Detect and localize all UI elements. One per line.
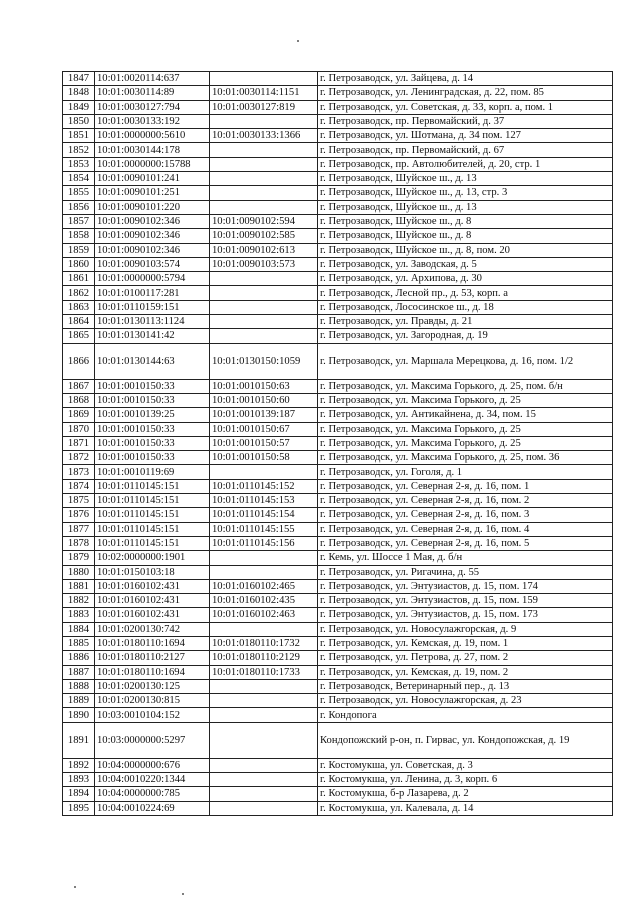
cadastral-number-cell: 10:01:0090101:220 <box>95 200 210 214</box>
address-cell: г. Кемь, ул. Шоссе 1 Мая, д. б/н <box>318 551 613 565</box>
table-row <box>63 579 613 593</box>
related-cadastral-number-cell: 10:01:0010150:60 <box>210 393 318 407</box>
related-cadastral-number-cell <box>210 315 318 329</box>
address-cell: г. Петрозаводск, ул. Петрова, д. 27, пом. 2 <box>318 651 613 665</box>
table-row <box>63 551 613 565</box>
cadastral-number-cell: 10:01:0030144:178 <box>95 143 210 157</box>
row-number-cell: 1854 <box>63 172 95 186</box>
row-number-cell: 1852 <box>63 143 95 157</box>
table-row <box>63 329 613 343</box>
table-row <box>63 565 613 579</box>
table-row <box>63 451 613 465</box>
table-row <box>63 679 613 693</box>
row-number-cell: 1871 <box>63 436 95 450</box>
table-row <box>63 694 613 708</box>
address-cell: г. Петрозаводск, ул. Северная 2-я, д. 16, пом. 3 <box>318 508 613 522</box>
row-number-cell: 1895 <box>63 801 95 815</box>
related-cadastral-number-cell: 10:01:0010150:57 <box>210 436 318 450</box>
row-number-cell: 1882 <box>63 594 95 608</box>
cadastral-number-cell: 10:01:0030133:192 <box>95 114 210 128</box>
related-cadastral-number-cell: 10:01:0110145:156 <box>210 536 318 550</box>
address-cell: г. Петрозаводск, ул. Маршала Мерецкова, д. 16, пом. 1/2 <box>318 343 613 379</box>
table-row <box>63 787 613 801</box>
address-cell: г. Петрозаводск, ул. Максима Горького, д. 25 <box>318 393 613 407</box>
address-cell: г. Петрозаводск, ул. Северная 2-я, д. 16, пом. 4 <box>318 522 613 536</box>
related-cadastral-number-cell: 10:01:0160102:435 <box>210 594 318 608</box>
cadastral-number-cell: 10:03:0010104:152 <box>95 708 210 722</box>
cadastral-number-cell: 10:01:0000000:5610 <box>95 129 210 143</box>
related-cadastral-number-cell <box>210 679 318 693</box>
row-number-cell: 1849 <box>63 100 95 114</box>
address-cell: г. Кондопога <box>318 708 613 722</box>
related-cadastral-number-cell <box>210 694 318 708</box>
address-cell: г. Петрозаводск, ул. Новосулажгорская, д. 23 <box>318 694 613 708</box>
row-number-cell: 1885 <box>63 636 95 650</box>
cadastral-number-cell: 10:01:0110145:151 <box>95 494 210 508</box>
cadastral-number-cell: 10:04:0000000:676 <box>95 758 210 772</box>
cadastral-number-cell: 10:01:0160102:431 <box>95 579 210 593</box>
row-number-cell: 1858 <box>63 229 95 243</box>
table-row <box>63 129 613 143</box>
row-number-cell: 1883 <box>63 608 95 622</box>
row-number-cell: 1867 <box>63 379 95 393</box>
cadastral-table <box>62 71 613 816</box>
cadastral-number-cell: 10:01:0030127:794 <box>95 100 210 114</box>
address-cell: г. Петрозаводск, ул. Архипова, д. 30 <box>318 272 613 286</box>
table-row <box>63 651 613 665</box>
related-cadastral-number-cell: 10:01:0110145:152 <box>210 479 318 493</box>
row-number-cell: 1886 <box>63 651 95 665</box>
address-cell: г. Петрозаводск, Лесной пр., д. 53, корп. а <box>318 286 613 300</box>
address-cell: г. Петрозаводск, ул. Гоголя, д. 1 <box>318 465 613 479</box>
related-cadastral-number-cell: 10:01:0130150:1059 <box>210 343 318 379</box>
cadastral-number-cell: 10:01:0130113:1124 <box>95 315 210 329</box>
related-cadastral-number-cell <box>210 157 318 171</box>
address-cell: Кондопожский р-он, п. Гирвас, ул. Кондопожская, д. 19 <box>318 722 613 758</box>
related-cadastral-number-cell <box>210 801 318 815</box>
address-cell: г. Петрозаводск, ул. Энтузиастов, д. 15, пом. 173 <box>318 608 613 622</box>
related-cadastral-number-cell <box>210 300 318 314</box>
row-number-cell: 1879 <box>63 551 95 565</box>
related-cadastral-number-cell: 10:01:0090102:613 <box>210 243 318 257</box>
cadastral-number-cell: 10:01:0010150:33 <box>95 379 210 393</box>
row-number-cell: 1880 <box>63 565 95 579</box>
table-row <box>63 494 613 508</box>
cadastral-number-cell: 10:01:0020114:637 <box>95 72 210 86</box>
related-cadastral-number-cell <box>210 565 318 579</box>
table-row <box>63 636 613 650</box>
address-cell: г. Петрозаводск, пр. Первомайский, д. 67 <box>318 143 613 157</box>
table-row <box>63 172 613 186</box>
related-cadastral-number-cell <box>210 272 318 286</box>
table-row <box>63 214 613 228</box>
related-cadastral-number-cell: 10:01:0090102:594 <box>210 214 318 228</box>
related-cadastral-number-cell: 10:01:0090103:573 <box>210 257 318 271</box>
table-row <box>63 72 613 86</box>
address-cell: г. Петрозаводск, пр. Первомайский, д. 37 <box>318 114 613 128</box>
row-number-cell: 1881 <box>63 579 95 593</box>
address-cell: г. Петрозаводск, Шуйское ш., д. 8, пом. 20 <box>318 243 613 257</box>
cadastral-number-cell: 10:01:0010150:33 <box>95 436 210 450</box>
cadastral-number-cell: 10:04:0010224:69 <box>95 801 210 815</box>
related-cadastral-number-cell: 10:01:0180110:2129 <box>210 651 318 665</box>
related-cadastral-number-cell: 10:01:0110145:153 <box>210 494 318 508</box>
table-row <box>63 286 613 300</box>
table-row <box>63 143 613 157</box>
table-row <box>63 272 613 286</box>
address-cell: г. Петрозаводск, Шуйское ш., д. 8 <box>318 214 613 228</box>
related-cadastral-number-cell <box>210 200 318 214</box>
address-cell: г. Костомукша, ул. Советская, д. 3 <box>318 758 613 772</box>
address-cell: г. Петрозаводск, ул. Ригачина, д. 55 <box>318 565 613 579</box>
table-row <box>63 229 613 243</box>
address-cell: г. Петрозаводск, ул. Северная 2-я, д. 16, пом. 2 <box>318 494 613 508</box>
address-cell: г. Петрозаводск, ул. Кемская, д. 19, пом. 1 <box>318 636 613 650</box>
cadastral-number-cell: 10:01:0200130:125 <box>95 679 210 693</box>
table-row <box>63 186 613 200</box>
cadastral-number-cell: 10:01:0010150:33 <box>95 451 210 465</box>
row-number-cell: 1875 <box>63 494 95 508</box>
table-body <box>63 72 613 816</box>
related-cadastral-number-cell: 10:01:0180110:1733 <box>210 665 318 679</box>
address-cell: г. Петрозаводск, ул. Шотмана, д. 34 пом. 127 <box>318 129 613 143</box>
cadastral-number-cell: 10:04:0010220:1344 <box>95 773 210 787</box>
cadastral-number-cell: 10:01:0090101:251 <box>95 186 210 200</box>
related-cadastral-number-cell: 10:01:0090102:585 <box>210 229 318 243</box>
cadastral-number-cell: 10:01:0110145:151 <box>95 536 210 550</box>
table-row <box>63 801 613 815</box>
cadastral-number-cell: 10:01:0130144:63 <box>95 343 210 379</box>
address-cell: г. Петрозаводск, ул. Северная 2-я, д. 16, пом. 1 <box>318 479 613 493</box>
row-number-cell: 1859 <box>63 243 95 257</box>
address-cell: г. Петрозаводск, ул. Энтузиастов, д. 15, пом. 174 <box>318 579 613 593</box>
related-cadastral-number-cell <box>210 465 318 479</box>
cadastral-number-cell: 10:01:0180110:2127 <box>95 651 210 665</box>
cadastral-number-cell: 10:01:0180110:1694 <box>95 636 210 650</box>
table-row <box>63 708 613 722</box>
address-cell: г. Петрозаводск, ул. Правды, д. 21 <box>318 315 613 329</box>
table-row <box>63 408 613 422</box>
table-row <box>63 300 613 314</box>
related-cadastral-number-cell: 10:01:0030114:1151 <box>210 86 318 100</box>
row-number-cell: 1890 <box>63 708 95 722</box>
cadastral-number-cell: 10:01:0090101:241 <box>95 172 210 186</box>
table-row <box>63 536 613 550</box>
related-cadastral-number-cell: 10:01:0030127:819 <box>210 100 318 114</box>
address-cell: г. Петрозаводск, ул. Советская, д. 33, корп. а, пом. 1 <box>318 100 613 114</box>
row-number-cell: 1878 <box>63 536 95 550</box>
row-number-cell: 1889 <box>63 694 95 708</box>
related-cadastral-number-cell <box>210 622 318 636</box>
table-row <box>63 522 613 536</box>
cadastral-number-cell: 10:01:0030114:89 <box>95 86 210 100</box>
table-row <box>63 243 613 257</box>
row-number-cell: 1857 <box>63 214 95 228</box>
scan-speck <box>182 893 184 895</box>
related-cadastral-number-cell: 10:01:0160102:463 <box>210 608 318 622</box>
row-number-cell: 1860 <box>63 257 95 271</box>
row-number-cell: 1865 <box>63 329 95 343</box>
cadastral-number-cell: 10:01:0090103:574 <box>95 257 210 271</box>
row-number-cell: 1855 <box>63 186 95 200</box>
table-row <box>63 758 613 772</box>
related-cadastral-number-cell: 10:01:0010150:63 <box>210 379 318 393</box>
row-number-cell: 1851 <box>63 129 95 143</box>
cadastral-number-cell: 10:01:0110145:151 <box>95 479 210 493</box>
related-cadastral-number-cell <box>210 773 318 787</box>
address-cell: г. Петрозаводск, ул. Новосулажгорская, д. 9 <box>318 622 613 636</box>
address-cell: г. Петрозаводск, ул. Загородная, д. 19 <box>318 329 613 343</box>
row-number-cell: 1892 <box>63 758 95 772</box>
row-number-cell: 1862 <box>63 286 95 300</box>
table-row <box>63 114 613 128</box>
cadastral-number-cell: 10:01:0010150:33 <box>95 393 210 407</box>
address-cell: г. Петрозаводск, ул. Максима Горького, д. 25, пом. 36 <box>318 451 613 465</box>
table-row <box>63 665 613 679</box>
address-cell: г. Костомукша, ул. Калевала, д. 14 <box>318 801 613 815</box>
address-cell: г. Петрозаводск, ул. Кемская, д. 19, пом. 2 <box>318 665 613 679</box>
address-cell: г. Петрозаводск, ул. Ленинградская, д. 22, пом. 85 <box>318 86 613 100</box>
cadastral-number-cell: 10:03:0000000:5297 <box>95 722 210 758</box>
related-cadastral-number-cell: 10:01:0030133:1366 <box>210 129 318 143</box>
row-number-cell: 1870 <box>63 422 95 436</box>
cadastral-number-cell: 10:01:0000000:5794 <box>95 272 210 286</box>
table-row <box>63 393 613 407</box>
cadastral-number-cell: 10:01:0010150:33 <box>95 422 210 436</box>
cadastral-number-cell: 10:01:0000000:15788 <box>95 157 210 171</box>
cadastral-number-cell: 10:04:0000000:785 <box>95 787 210 801</box>
row-number-cell: 1876 <box>63 508 95 522</box>
cadastral-number-cell: 10:01:0180110:1694 <box>95 665 210 679</box>
related-cadastral-number-cell <box>210 758 318 772</box>
cadastral-number-cell: 10:01:0150103:18 <box>95 565 210 579</box>
related-cadastral-number-cell: 10:01:0110145:154 <box>210 508 318 522</box>
related-cadastral-number-cell <box>210 551 318 565</box>
cadastral-number-cell: 10:01:0090102:346 <box>95 243 210 257</box>
row-number-cell: 1891 <box>63 722 95 758</box>
cadastral-number-cell: 10:01:0130141:42 <box>95 329 210 343</box>
address-cell: г. Петрозаводск, ул. Антикайнена, д. 34, пом. 15 <box>318 408 613 422</box>
address-cell: г. Петрозаводск, пр. Автолюбителей, д. 20, стр. 1 <box>318 157 613 171</box>
related-cadastral-number-cell <box>210 708 318 722</box>
address-cell: г. Петрозаводск, ул. Северная 2-я, д. 16, пом. 5 <box>318 536 613 550</box>
cadastral-number-cell: 10:01:0200130:742 <box>95 622 210 636</box>
row-number-cell: 1864 <box>63 315 95 329</box>
row-number-cell: 1856 <box>63 200 95 214</box>
related-cadastral-number-cell: 10:01:0110145:155 <box>210 522 318 536</box>
cadastral-number-cell: 10:02:0000000:1901 <box>95 551 210 565</box>
table-row <box>63 315 613 329</box>
address-cell: г. Петрозаводск, ул. Энтузиастов, д. 15, пом. 159 <box>318 594 613 608</box>
row-number-cell: 1894 <box>63 787 95 801</box>
cadastral-number-cell: 10:01:0010119:69 <box>95 465 210 479</box>
row-number-cell: 1893 <box>63 773 95 787</box>
address-cell: г. Костомукша, б-р Лазарева, д. 2 <box>318 787 613 801</box>
table-row <box>63 343 613 379</box>
table-row <box>63 594 613 608</box>
related-cadastral-number-cell <box>210 787 318 801</box>
row-number-cell: 1874 <box>63 479 95 493</box>
row-number-cell: 1848 <box>63 86 95 100</box>
row-number-cell: 1861 <box>63 272 95 286</box>
related-cadastral-number-cell: 10:01:0010150:58 <box>210 451 318 465</box>
row-number-cell: 1877 <box>63 522 95 536</box>
address-cell: г. Петрозаводск, Шуйское ш., д. 13 <box>318 200 613 214</box>
table-row <box>63 257 613 271</box>
row-number-cell: 1863 <box>63 300 95 314</box>
related-cadastral-number-cell <box>210 286 318 300</box>
related-cadastral-number-cell <box>210 186 318 200</box>
cadastral-number-cell: 10:01:0160102:431 <box>95 594 210 608</box>
address-cell: г. Петрозаводск, Лососинское ш., д. 18 <box>318 300 613 314</box>
cadastral-number-cell: 10:01:0200130:815 <box>95 694 210 708</box>
address-cell: г. Петрозаводск, Шуйское ш., д. 8 <box>318 229 613 243</box>
related-cadastral-number-cell <box>210 114 318 128</box>
cadastral-number-cell: 10:01:0160102:431 <box>95 608 210 622</box>
row-number-cell: 1872 <box>63 451 95 465</box>
related-cadastral-number-cell: 10:01:0160102:465 <box>210 579 318 593</box>
related-cadastral-number-cell: 10:01:0010150:67 <box>210 422 318 436</box>
row-number-cell: 1888 <box>63 679 95 693</box>
address-cell: г. Петрозаводск, ул. Заводская, д. 5 <box>318 257 613 271</box>
row-number-cell: 1873 <box>63 465 95 479</box>
address-cell: г. Петрозаводск, ул. Максима Горького, д. 25 <box>318 436 613 450</box>
row-number-cell: 1850 <box>63 114 95 128</box>
related-cadastral-number-cell <box>210 329 318 343</box>
row-number-cell: 1853 <box>63 157 95 171</box>
table-row <box>63 86 613 100</box>
table-row <box>63 608 613 622</box>
row-number-cell: 1868 <box>63 393 95 407</box>
cadastral-number-cell: 10:01:0110159:151 <box>95 300 210 314</box>
scan-speck <box>74 886 76 888</box>
cadastral-number-cell: 10:01:0090102:346 <box>95 214 210 228</box>
table-row <box>63 379 613 393</box>
address-cell: г. Костомукша, ул. Ленина, д. 3, корп. 6 <box>318 773 613 787</box>
row-number-cell: 1884 <box>63 622 95 636</box>
address-cell: г. Петрозаводск, Ветеринарный пер., д. 13 <box>318 679 613 693</box>
address-cell: г. Петрозаводск, Шуйское ш., д. 13, стр. 3 <box>318 186 613 200</box>
related-cadastral-number-cell: 10:01:0180110:1732 <box>210 636 318 650</box>
cadastral-number-cell: 10:01:0110145:151 <box>95 508 210 522</box>
table-row <box>63 479 613 493</box>
cadastral-number-cell: 10:01:0100117:281 <box>95 286 210 300</box>
related-cadastral-number-cell <box>210 143 318 157</box>
address-cell: г. Петрозаводск, ул. Максима Горького, д. 25 <box>318 422 613 436</box>
table-row <box>63 773 613 787</box>
row-number-cell: 1869 <box>63 408 95 422</box>
table-row <box>63 436 613 450</box>
row-number-cell: 1887 <box>63 665 95 679</box>
table-row <box>63 508 613 522</box>
related-cadastral-number-cell <box>210 172 318 186</box>
table-row <box>63 722 613 758</box>
address-cell: г. Петрозаводск, ул. Максима Горького, д. 25, пом. б/н <box>318 379 613 393</box>
row-number-cell: 1847 <box>63 72 95 86</box>
table-row <box>63 157 613 171</box>
table-row <box>63 100 613 114</box>
related-cadastral-number-cell: 10:01:0010139:187 <box>210 408 318 422</box>
row-number-cell: 1866 <box>63 343 95 379</box>
cadastral-number-cell: 10:01:0010139:25 <box>95 408 210 422</box>
table-row <box>63 422 613 436</box>
address-cell: г. Петрозаводск, ул. Зайцева, д. 14 <box>318 72 613 86</box>
address-cell: г. Петрозаводск, Шуйское ш., д. 13 <box>318 172 613 186</box>
related-cadastral-number-cell <box>210 722 318 758</box>
table-row <box>63 200 613 214</box>
cadastral-number-cell: 10:01:0090102:346 <box>95 229 210 243</box>
related-cadastral-number-cell <box>210 72 318 86</box>
cadastral-number-cell: 10:01:0110145:151 <box>95 522 210 536</box>
table-row <box>63 465 613 479</box>
table-row <box>63 622 613 636</box>
scan-speck <box>297 40 299 42</box>
